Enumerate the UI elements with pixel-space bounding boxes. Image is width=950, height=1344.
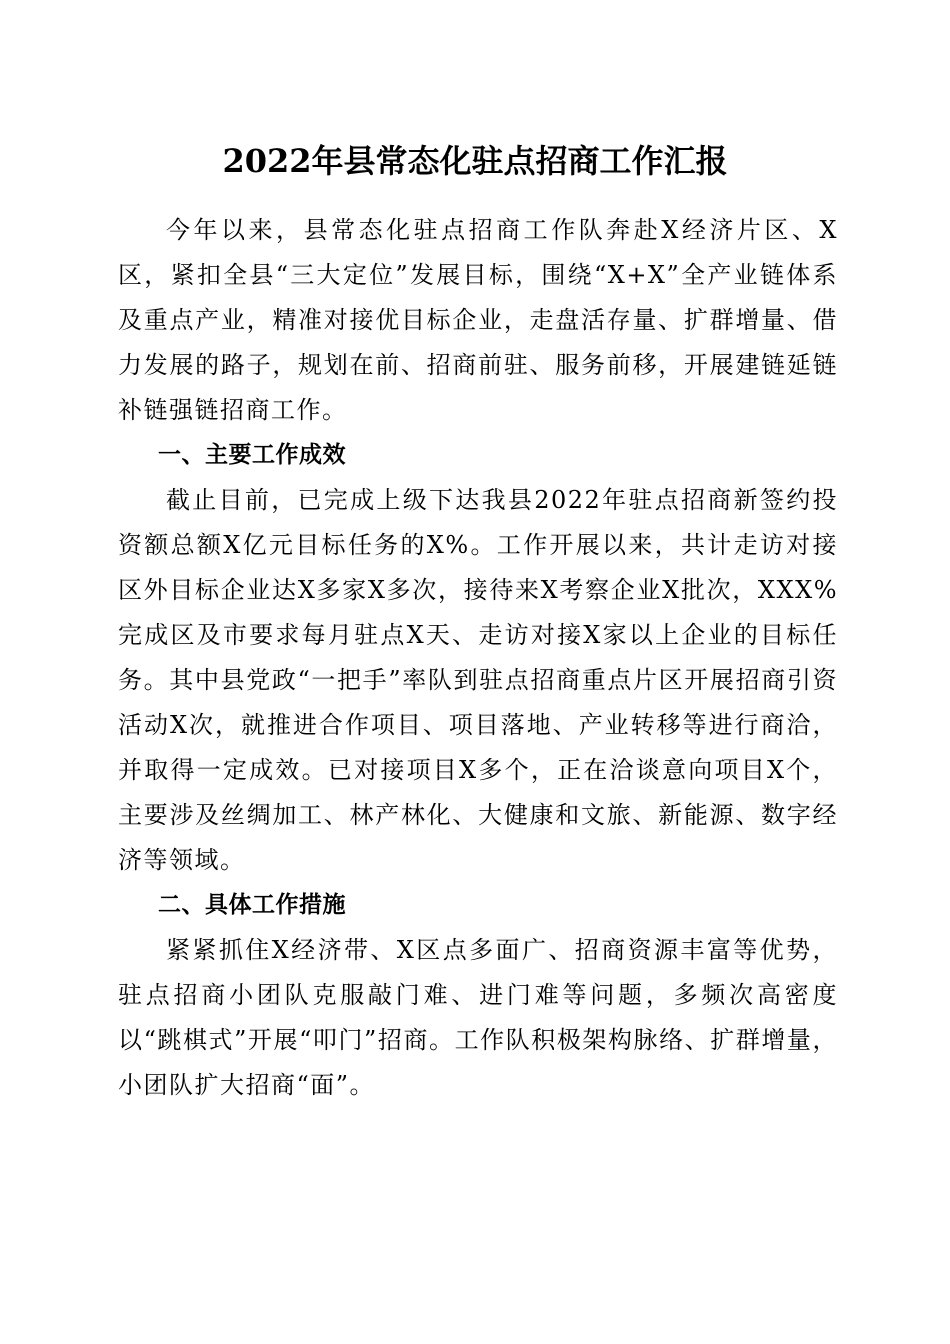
section-heading-achievements: 一、主要工作成效 — [158, 442, 346, 468]
section-paragraph-measures: 紧紧抓住X经济带、X区点多面广、招商资源丰富等优势，驻点招商小团队克服敲门难、进门难等问题，多频次高密度以“跳棋式”开展“叩门”招商。工作队积极架构脉络、扩群增量，小团队扩大招商“面”。 — [118, 936, 838, 1099]
document-title: 2022年县常态化驻点招商工作汇报 — [222, 142, 728, 180]
intro-paragraph: 今年以来，县常态化驻点招商工作队奔赴X经济片区、X区，紧扣全县“三大定位”发展目标，围绕“X+X”全产业链体系及重点产业，精准对接优目标企业，走盘活存量、扩群增量、借力发展的路子，规划在前、招商前驻、服务前移，开展建链延链补链强链招商工作。 — [118, 216, 838, 424]
document-body — [118, 208, 838, 1108]
section-paragraph-achievements: 截止目前，已完成上级下达我县2022年驻点招商新签约投资额总额X亿元目标任务的X%。工作开展以来，共计走访对接区外目标企业达X多家X多次，接待来X考察企业X批次，XXX%完成区及市要求每月驻点X天、走访对接X家以上企业的目标任务。其中县党政“一把手”率队到驻点招商重点片区开展招商引资活动X次，就推进合作项目、项目落地、产业转移等进行商洽，并取得一定成效。已对接项目X多个，正在洽谈意向项目X个，主要涉及丝绸加工、林产林化、大健康和文旅、新能源、数字经济等领域。 — [118, 486, 838, 874]
section-heading-measures: 二、具体工作措施 — [158, 892, 346, 918]
